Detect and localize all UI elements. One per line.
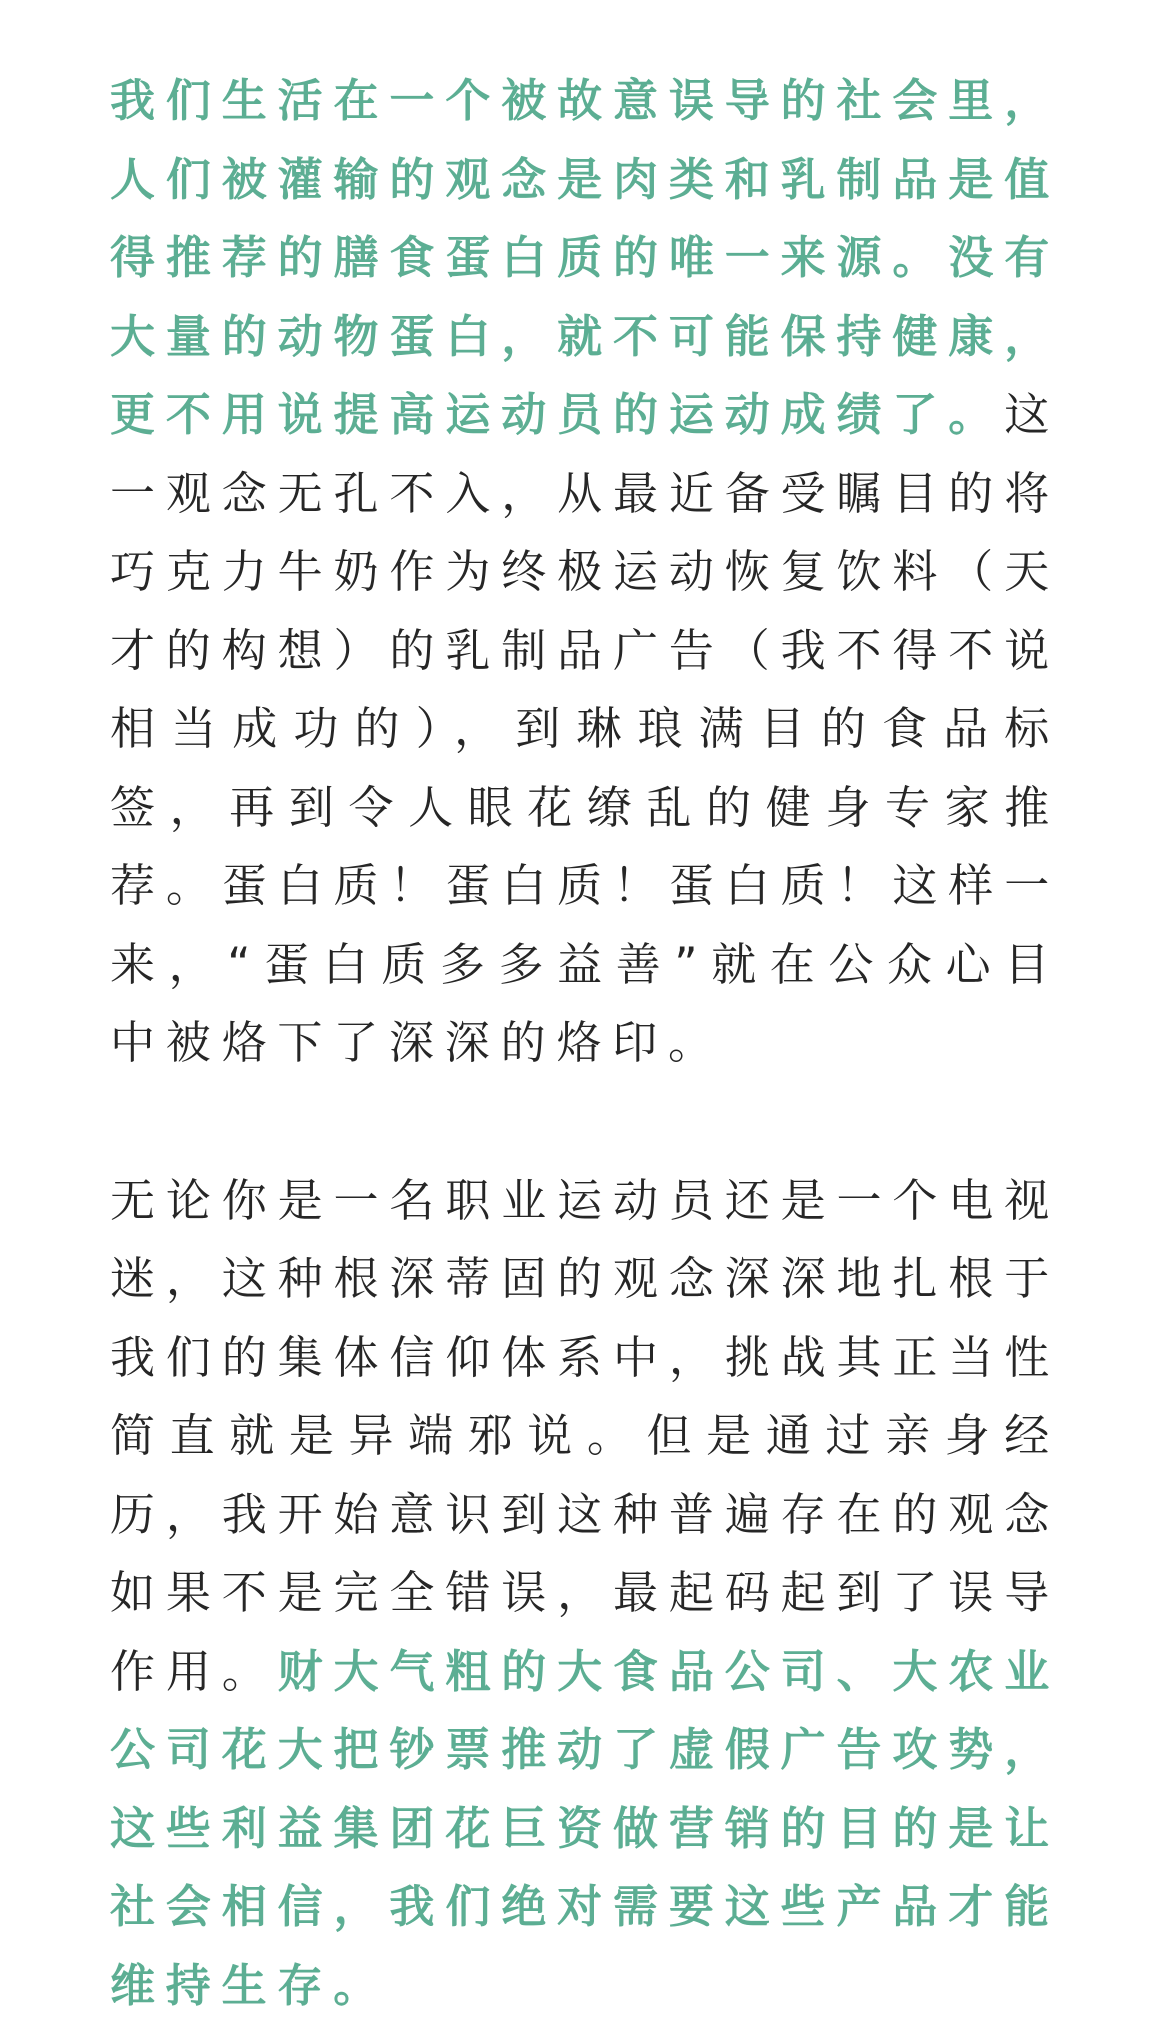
highlighted-text: 我们生活在一个被故意误导的社会里，人们被灌输的观念是肉类和乳制品是值得推荐的膳食蛋白质的唯一来源。没有大量的动物蛋白，就不可能保持健康，更不用说提高运动员的运动成绩了。 [110, 74, 1060, 441]
body-text: 这一观念无孔不入，从最近备受瞩目的将巧克力牛奶作为终极运动恢复饮料（天才的构想）的乳制品广告（我不得不说相当成功的），到琳琅满目的食品标签，再到令人眼花缭乱的健身专家推荐。蛋白质！蛋白质！蛋白质！这样一来，“蛋白质多多益善”就在公众心目中被烙下了深深的烙印。 [110, 388, 1060, 1069]
paragraph-1 [110, 62, 1060, 1083]
article-body [110, 62, 1060, 2025]
highlighted-text: 财大气粗的大食品公司、大农业公司花大把钞票推动了虚假广告攻势，这些利益集团花巨资做营销的目的是让社会相信，我们绝对需要这些产品才能维持生存。 [110, 1645, 1060, 2012]
paragraph-2 [110, 1162, 1060, 2025]
body-text: 无论你是一名职业运动员还是一个电视迷，这种根深蒂固的观念深深地扎根于我们的集体信仰体系中，挑战其正当性简直就是异端邪说。但是通过亲身经历，我开始意识到这种普遍存在的观念如果不是完全错误，最起码起到了误导作用。 [110, 1174, 1060, 1698]
